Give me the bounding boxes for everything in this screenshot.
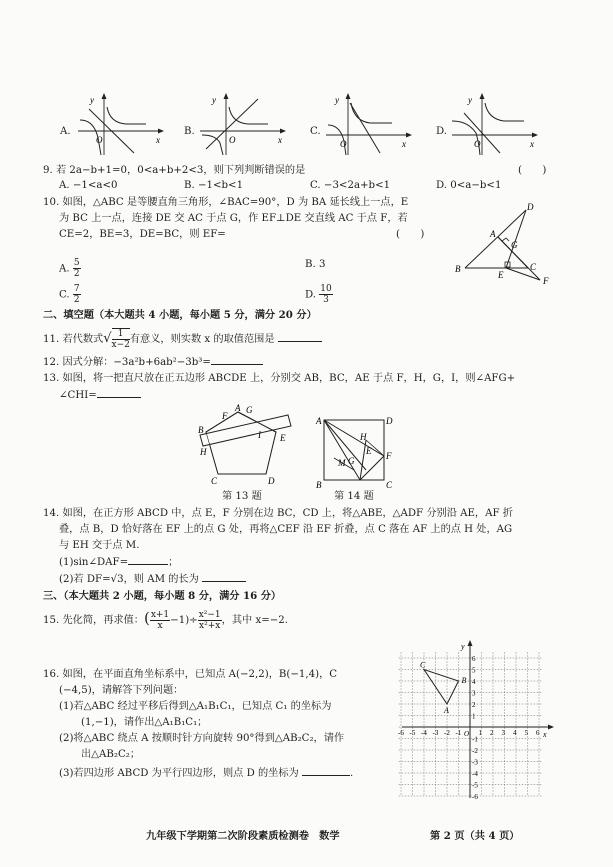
q14-figure — [314, 412, 394, 492]
q10-option-d: D. $\frac{10}{3}$ — [305, 284, 332, 305]
q15: 15. 先化简，再求值：( $\frac{x+1}{x}$ −1)÷ $\frac{\text{x²−1}}{\text{x²+x}}$ ，其中 x=−2. — [43, 609, 288, 631]
q14-label-C: C — [386, 480, 393, 490]
y-tick-label: 6 — [472, 655, 476, 663]
q14-label-F: F — [386, 451, 392, 461]
y-tick-label: -5 — [472, 781, 478, 790]
section-3-heading: 三、（本大题共 2 小题，每小题 8 分，满分 16 分） — [43, 590, 282, 602]
q12 — [43, 355, 263, 369]
section-2-heading: 二、填空题（本大题共 4 小题，每小题 5 分，满分 20 分） — [43, 309, 317, 321]
q16-part3: (3)若四边形 ABCD 为平行四边形，则点 D 的坐标为 . — [59, 768, 354, 779]
x-tick-label: 4 — [513, 729, 517, 737]
x-tick-label: 1 — [478, 729, 482, 737]
q13-answer-blank[interactable] — [97, 388, 141, 398]
q15-fraction-2: $\frac{\text{x²−1}}{\text{x²+x}}$ — [198, 609, 221, 631]
q14-part1: (1)sin∠DAF= ； — [59, 557, 179, 568]
y-tick-label: -1 — [472, 735, 478, 744]
y-tick-label: 1 — [472, 712, 476, 721]
q14-line1: 14. 如图，在正方形 ABCD 中，点 E，F 分别在边 BC，CD 上，将△ABE，△ADF 分别沿 AE，AF 折 — [43, 508, 513, 519]
grid-y-label: y — [461, 642, 465, 651]
q15-fraction-1: $\frac{x+1}{x}$ — [150, 609, 170, 631]
q14-part1-blank[interactable] — [128, 555, 168, 565]
q13-caption: 第 13 题 — [222, 491, 262, 502]
q10-option-c: C. $\frac{7}{2}$ — [59, 284, 80, 305]
q16-part1b: (1,−1)，请作出△A₁B₁C₁； — [81, 717, 208, 728]
q14-part2-blank[interactable] — [202, 572, 246, 582]
y-tick-label: -3 — [472, 758, 478, 767]
y-tick-label: -4 — [472, 770, 478, 778]
q10-figure — [450, 200, 560, 290]
q8-graph-c — [322, 93, 412, 158]
q16-part2a: (2)将△ABC 绕点 A 按顺时针方向旋转 90°得到△AB₂C₂，请作 — [59, 733, 345, 744]
q10-option-a — [59, 258, 81, 279]
y-tick-label: 4 — [472, 678, 476, 686]
q8-option-d-letter: D. — [436, 126, 448, 137]
q13-line2: ∠CHI= — [59, 388, 141, 402]
q16-part1a: (1)若△ABC 经过平移后得到△A₁B₁C₁，已知点 C₁ 的坐标为 — [59, 701, 332, 712]
q16-coordinate-grid — [398, 640, 558, 800]
q10-label-G: G — [511, 240, 518, 250]
q10-line3: CE=2，BE=3，DE=BC，则 EF= — [59, 229, 226, 240]
q13-figure — [198, 402, 303, 490]
q11-fraction: $\frac{1}{x-2}$ — [111, 329, 130, 350]
q8-option-b-letter: B. — [184, 126, 195, 137]
q10-label-E: E — [498, 270, 504, 280]
grid-x-label: x — [543, 730, 547, 739]
q8-d-x-label: x — [530, 139, 534, 149]
q8-graph-b — [196, 93, 286, 158]
grid-origin: O — [464, 730, 470, 738]
x-tick-label: -3 — [432, 729, 439, 737]
q11-answer-blank[interactable] — [278, 332, 322, 342]
q8-graph-a — [74, 93, 164, 158]
x-tick-label: -1 — [455, 729, 462, 737]
q8-a-y-label: y — [90, 95, 94, 105]
point-label-B: B — [461, 676, 467, 685]
q8-a-origin: O — [96, 135, 103, 145]
q8-b-origin: O — [229, 135, 236, 145]
q16-line2: (−4,5)，请解答下列问题： — [59, 685, 184, 696]
q9-stem: 9. 若 2a−b+1=0，0<a+b+2<3，则下列判断错误的是 — [43, 165, 306, 176]
point-label-C: C — [420, 660, 426, 670]
q8-d-origin: O — [474, 139, 481, 149]
q10-option-d-fraction: $\frac{10}{3}$ — [320, 284, 332, 305]
x-tick-label: 6 — [536, 729, 540, 737]
q8-option-c-letter: C. — [310, 126, 321, 137]
y-tick-label: 2 — [472, 701, 476, 709]
q13-label-G: G — [246, 405, 253, 415]
q14-label-E: E — [366, 446, 372, 456]
q14-caption: 第 14 题 — [334, 491, 374, 502]
q10-line1: 10. 如图，△ABC 是等腰直角三角形，∠BAC=90°，D 为 BA 延长线上一点，E — [43, 197, 409, 208]
triangle-abc — [424, 670, 459, 705]
q8-c-y-label: y — [335, 95, 339, 105]
q10-label-F: F — [543, 276, 549, 286]
q14-label-A: A — [316, 416, 322, 426]
q11-pre: 11. 若代数式 — [43, 334, 104, 345]
q8-d-y-label: y — [468, 95, 472, 105]
footer-right: 第 2 页（共 4 页） — [430, 830, 520, 842]
q13-label-A: A — [235, 403, 241, 413]
q10-label-B: B — [455, 264, 461, 274]
q11: 11. 若代数式√ $\frac{1}{x-2}$ 有意义，则实数 x 的取值范围是 — [43, 328, 322, 346]
q13-label-B: B — [198, 425, 204, 435]
y-tick-label: -2 — [472, 747, 478, 755]
q14-label-M: M — [338, 458, 346, 468]
q9-option-a: A. −1<a<0 — [59, 180, 118, 191]
q13-label-F: F — [222, 411, 228, 421]
q13-label-D: D — [268, 476, 275, 486]
q14-label-D: D — [386, 416, 393, 426]
point-labels — [420, 661, 467, 716]
q9-option-c: C. −3<2a+b<1 — [310, 180, 391, 191]
q14-label-G: G — [348, 456, 355, 466]
q8-c-origin: O — [340, 139, 347, 149]
y-tick-label: -6 — [472, 793, 478, 800]
x-tick-label: -4 — [421, 729, 427, 737]
q14-line2: 叠，点 B，D 恰好落在 EF 上的点 G 处，再将△CEF 沿 EF 折叠，点 C 落在 AF 上的点 H 处，AG — [59, 524, 513, 535]
q10-option-a-letter: A. — [59, 263, 70, 275]
q16-part2b: 出△AB₂C₂； — [81, 749, 141, 760]
q10-option-c-fraction: $\frac{7}{2}$ — [73, 284, 80, 305]
q10-label-D: D — [527, 202, 534, 212]
q8-b-y-label: y — [212, 95, 216, 105]
q8-c-x-label: x — [402, 139, 406, 149]
q13-label-E: E — [280, 433, 286, 443]
q10-paren: ( ) — [396, 229, 425, 240]
point-label-A: A — [444, 706, 449, 715]
q8-b-x-label: x — [278, 135, 282, 145]
q11-post: 有意义，则实数 x 的取值范围是 — [129, 334, 275, 345]
x-tick-label: 3 — [501, 729, 505, 737]
q8-a-x-label: x — [156, 135, 160, 145]
q13-label-H: H — [200, 447, 207, 457]
y-tick-label: 5 — [472, 666, 476, 675]
q13-line1: 13. 如图，将一把直尺放在正五边形 ABCDE 上，分别交 AB，BC，AE 于点 F，H，G，I，则∠AFG+ — [43, 373, 516, 384]
q12-answer-blank[interactable] — [211, 355, 263, 365]
q10-label-C: C — [530, 262, 537, 272]
footer-left: 九年级下学期第二次阶段素质检测卷 数学 — [146, 830, 340, 842]
q9-option-b: B. −1<b<1 — [184, 180, 244, 191]
q14-label-B: B — [316, 480, 322, 490]
q12-text: 12. 因式分解：−3a²b+6ab²−3b³= — [43, 357, 211, 368]
q13-label-I: I — [258, 430, 261, 440]
q10-line2: 为 BC 上一点，连接 DE 交 AC 于点 G，作 EF⊥DE 交直线 AC 于点 F，若 — [59, 213, 408, 224]
q14-line3: 与 EH 交于点 M. — [59, 540, 140, 551]
q8-option-a-letter: A. — [60, 126, 71, 137]
q8-graph-d — [448, 93, 538, 158]
q10-option-a-fraction: $\frac{5}{2}$ — [73, 258, 80, 279]
q10-label-A: A — [490, 229, 496, 239]
y-tick-label: 3 — [472, 689, 476, 698]
q14-label-H: H — [360, 432, 367, 442]
x-tick-label: 5 — [524, 729, 528, 737]
x-tick-label: -2 — [444, 729, 450, 737]
q16-line1: 16. 如图，在平面直角坐标系中，已知点 A(−2,2)，B(−1,4)，C — [43, 669, 338, 680]
x-tick-label: -5 — [409, 729, 416, 737]
q14-part2: (2)若 DF=√3，则 AM 的长为 — [59, 572, 246, 586]
q9-option-d: D. 0<a−b<1 — [436, 180, 502, 191]
q13-label-C: C — [211, 476, 218, 486]
x-tick-label: 2 — [490, 729, 494, 737]
q16-part3-blank[interactable] — [302, 766, 350, 776]
x-tick-label: -6 — [398, 729, 404, 737]
q9-paren: ( ) — [518, 165, 547, 176]
q10-option-b: B. 3 — [305, 259, 326, 270]
